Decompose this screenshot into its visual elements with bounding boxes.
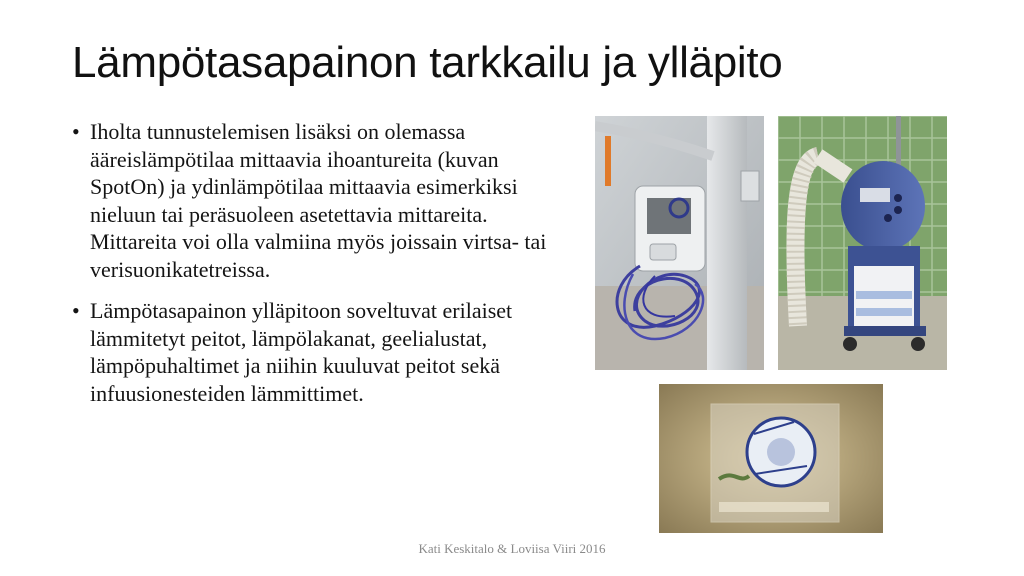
warming-unit-illustration (778, 116, 947, 370)
sensor-package-illustration (659, 384, 883, 533)
spoton-monitor-illustration (595, 116, 764, 370)
spoton-monitor-photo (595, 116, 764, 370)
bullet-item-warming: • Lämpötasapainon ylläpitoon soveltuvat erilaiset lämmitetyt peitot, lämpölakanat, geelialustat, lämpöpuhaltimet ja niihin kuuluvat peitot sekä infuusionesteiden lämmittimet. (72, 297, 572, 407)
sensor-package-photo (659, 384, 883, 533)
warming-unit-photo (778, 116, 947, 370)
bullet-item-sensors: • Iholta tunnustelemisen lisäksi on olemassa ääreislämpötilaa mittaavia ihoantureita (kuvan SpotOn) ja ydinlämpötilaa mittaavia esimerkiksi nieluun tai peräsuoleen asetettavia mittareita. Mittareita voi olla valmiina myös joissain virtsa- tai verisuonikatetreissa. (72, 118, 572, 283)
footer-credit: Kati Keskitalo & Loviisa Viiri 2016 (418, 541, 606, 556)
slide-title: Lämpötasapainon tarkkailu ja ylläpito (72, 38, 783, 87)
bullet-list (72, 118, 572, 421)
